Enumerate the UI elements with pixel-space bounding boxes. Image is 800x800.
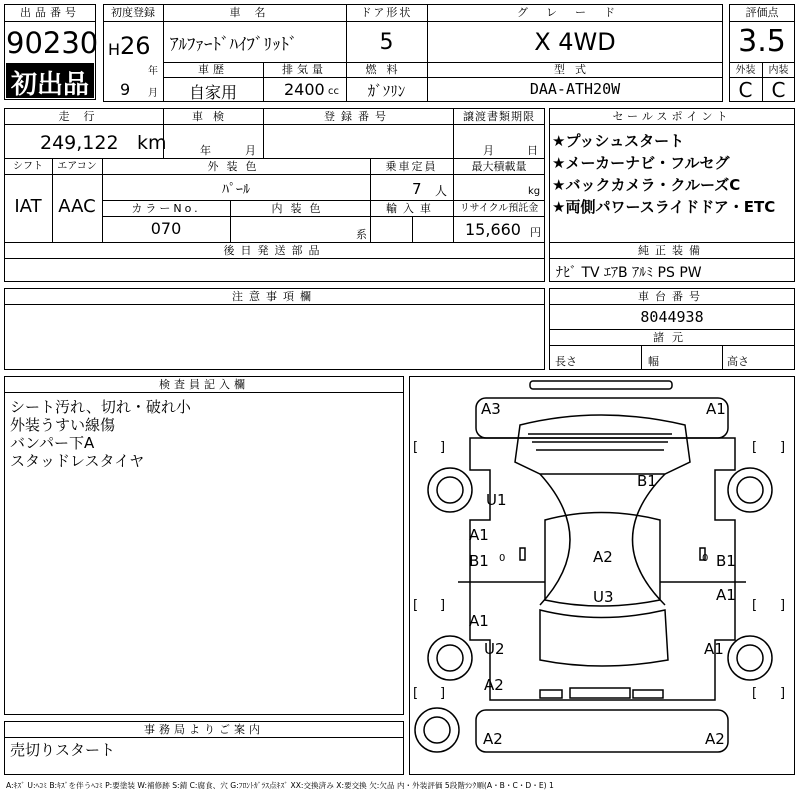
first-reg-label: 初度登録 (111, 6, 155, 19)
max-load-unit: kg (528, 186, 541, 197)
bracket-close-5: ] (440, 686, 446, 701)
lot-number: 90230 (6, 26, 99, 60)
later-parts-label: 後日発送部品 (223, 244, 326, 257)
width-label: 幅 (648, 355, 659, 368)
chassis-label: 車台番号 (638, 290, 706, 303)
height-label: 高さ (727, 355, 749, 368)
inspector-line-2: 外装うすい線傷 (10, 416, 116, 434)
ext-color-label: 外装色 (207, 160, 265, 173)
info-grid (4, 108, 545, 243)
interior-grade: C (771, 78, 786, 102)
recycle-label: リサイクル預託金 (459, 203, 539, 214)
bracket-close-1: ] (440, 440, 446, 455)
mark-quarter-left: U2 (484, 640, 505, 658)
bracket-close-3: ] (440, 598, 446, 613)
mark-front-left: A3 (481, 400, 501, 418)
color-no-label: カラーNo. (131, 202, 201, 215)
mark-door-rl: A1 (469, 612, 489, 630)
mileage-unit: km (137, 132, 167, 154)
transfer-month-unit: 月 (483, 144, 494, 157)
model-label: 型式 (554, 63, 596, 76)
mark-quarter-right: A1 (704, 640, 724, 658)
car-name: ｱﾙﾌｧｰﾄﾞﾊｲﾌﾞﾘｯﾄﾞ (170, 35, 298, 55)
sales-points-label: セールスポイント (612, 110, 732, 123)
grade: X 4WD (534, 28, 616, 56)
color-no: 070 (150, 219, 182, 238)
transfer-day-unit: 日 (527, 144, 538, 157)
capacity-unit: 人 (435, 184, 448, 198)
car-name-label: 車名 (229, 6, 280, 19)
door-label: ドア形状 (360, 6, 413, 19)
first-reg-month: 9 (120, 80, 131, 99)
transfer-label: 譲渡書類期限 (463, 110, 535, 123)
chassis-number: 8044938 (640, 308, 704, 326)
mark-floor: U3 (593, 588, 614, 606)
notes-label: 注意事項欄 (232, 290, 317, 303)
inspector-line-3: バンパー下A (10, 434, 95, 452)
recycle-fee: 15,660 (465, 220, 521, 239)
mark-hood: B1 (637, 472, 657, 490)
sales-point-4: ★両側パワースライドドア・ETC (552, 198, 776, 216)
grade-label: グレード (517, 6, 633, 19)
history: 自家用 (188, 83, 237, 102)
int-color-label: 内装色 (271, 202, 329, 215)
bracket-open-1: [ (413, 440, 419, 455)
mark-rear-left: A2 (484, 676, 504, 694)
fuel-label: 燃料 (365, 63, 408, 76)
mileage-label: 走行 (58, 110, 109, 123)
first-reg-year: 26 (120, 32, 151, 60)
year-unit: 年 (148, 66, 158, 77)
equipment-label: 純正装備 (638, 244, 706, 257)
mark-door-rr: A1 (716, 586, 736, 604)
sales-point-3: ★バックカメラ・クルーズC (552, 176, 741, 194)
max-load-label: 最大積載量 (471, 160, 527, 173)
inspector-line-4: スタッドレスタイヤ (10, 452, 145, 470)
capacity: 7 (412, 180, 422, 198)
ac: AAC (58, 196, 96, 217)
history-label: 車歴 (198, 63, 228, 76)
mark-door-fr: B1 (716, 552, 736, 570)
equipment-list: ﾅﾋﾞ TV ｴｱB ｱﾙﾐ PS PW (556, 265, 702, 281)
mark-zero-right: 0 (702, 553, 709, 564)
mark-roof: A2 (593, 548, 613, 566)
int-color-unit: 系 (356, 228, 367, 241)
reg-number-label: 登録番号 (324, 110, 392, 123)
inspector-label: 検査員記入欄 (159, 378, 249, 391)
exterior-grade: C (738, 78, 753, 102)
mileage: 249,122 (40, 132, 119, 154)
inspection-year-unit: 年 (200, 144, 211, 157)
length-label: 長さ (555, 355, 577, 368)
inspection-month-unit: 月 (245, 144, 256, 157)
recycle-unit: 円 (530, 226, 541, 239)
import-label: 輸入車 (386, 202, 437, 215)
mark-door-fl-a: A1 (469, 526, 489, 544)
mark-fender-left: U1 (486, 491, 507, 509)
displacement-unit: cc (328, 86, 339, 97)
dims-label: 諸元 (653, 331, 691, 344)
score-label: 評価点 (745, 6, 779, 19)
era: H (108, 40, 121, 59)
bracket-open-4: [ (752, 598, 758, 613)
bracket-close-6: ] (780, 686, 786, 701)
shift: IAT (14, 196, 42, 217)
interior-label: 内装 (768, 65, 789, 76)
bracket-close-2: ] (780, 440, 786, 455)
bracket-open-6: [ (752, 686, 758, 701)
doors: 5 (379, 30, 394, 55)
sales-point-2: ★メーカーナビ・フルセグ (552, 154, 730, 172)
inspector-line-1: シート汚れ、切れ・破れ小 (10, 398, 191, 416)
legend: A:ｷｽﾞ U:ﾍｺﾐ B:ｷｽﾞを伴うﾍｺﾐ P:要塗装 W:補修跡 S:錆 C:腐食、穴 G:ﾌﾛﾝﾄｶﾞﾗｽ点ｷｽﾞ XX:交換済み X:要交換 欠:欠品 内・外装評価 5段階ﾗﾝｸ順(A・B・C・D・E) 1 (6, 781, 554, 790)
sales-point-1: ★プッシュスタート (552, 132, 685, 150)
ext-color: ﾊﾟｰﾙ (222, 182, 250, 198)
mark-door-fl-b: B1 (469, 552, 489, 570)
fuel: ｶﾞｿﾘﾝ (367, 82, 406, 100)
exterior-label: 外装 (735, 65, 756, 76)
office-notice: 売切りスタート (10, 741, 116, 759)
shift-label: シフト (13, 161, 43, 172)
mark-front-right: A1 (706, 400, 726, 418)
bracket-close-4: ] (780, 598, 786, 613)
capacity-label: 乗車定員 (385, 160, 438, 173)
score: 3.5 (738, 24, 786, 59)
bracket-open-2: [ (752, 440, 758, 455)
displacement-label: 排気量 (282, 63, 327, 76)
displacement: 2400 (284, 80, 325, 99)
inspection-label: 車検 (192, 110, 234, 123)
bracket-open-3: [ (413, 598, 419, 613)
mark-bottom-left: A2 (483, 730, 503, 748)
mark-bottom-right: A2 (705, 730, 725, 748)
month-unit: 月 (148, 88, 158, 99)
office-label: 事務局よりご案内 (144, 723, 264, 736)
model-code: DAA-ATH20W (529, 80, 621, 98)
lot-number-label: 出品番号 (20, 6, 80, 19)
mark-zero-left: 0 (499, 553, 506, 564)
first-listing-text: 初出品 (10, 70, 89, 100)
bracket-open-5: [ (413, 686, 419, 701)
ac-label: エアコン (57, 161, 97, 172)
car-diagram (409, 376, 795, 775)
